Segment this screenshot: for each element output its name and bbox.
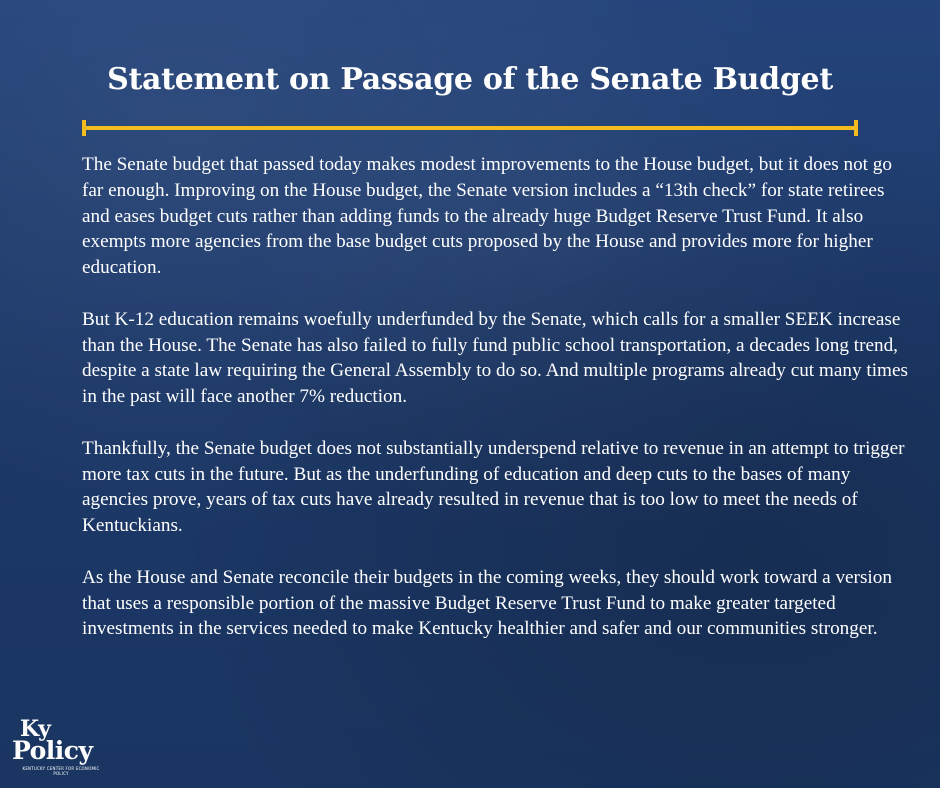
kypolicy-logo — [12, 718, 112, 780]
paragraph-4: As the House and Senate reconcile their budgets in the coming weeks, they should work toward a version that uses a responsible portion of the massive Budget Reserve Trust Fund to make greater targeted investments in the services needed to make Kentucky healthier and safer and our communities stronger. — [82, 566, 892, 640]
paragraph-1: The Senate budget that passed today makes modest improvements to the House budget, but it does not go far enough. Improving on the House budget, the Senate version includes a “13th check” for state retirees and eases budget cuts rather than adding funds to the already huge Budget Reserve Trust Fund. It also exempts more agencies from the base budget cuts proposed by the House and provides more for higher education. — [82, 154, 892, 279]
page-title: Statement on Passage of the Senate Budget — [107, 62, 833, 97]
paragraph-3: Thankfully, the Senate budget does not substantially underspend relative to revenue in an attempt to trigger more tax cuts in the future. But as the underfunding of education and deep cuts to the bases of many agencies prove, years of tax cuts have already resulted in revenue that is too low to meet the needs of Kentuckians. — [82, 437, 905, 537]
paragraph-2: But K-12 education remains woefully underfunded by the Senate, which calls for a smaller SEEK increase than the House. The Senate has also failed to fully fund public school transportation, a decades long trend, despite a state law requiring the General Assembly to do so. And multiple programs already cut many times in the past will face another 7% reduction. — [82, 308, 908, 408]
divider-cap-right — [854, 120, 858, 136]
divider-bar — [82, 126, 858, 130]
logo-ky-text: Ky — [20, 716, 51, 742]
title-divider — [82, 120, 858, 136]
statement-body — [82, 152, 912, 668]
logo-tagline: KENTUCKY CENTER FOR ECONOMIC POLICY — [22, 766, 100, 776]
logo-policy-text: Policy — [12, 736, 93, 765]
